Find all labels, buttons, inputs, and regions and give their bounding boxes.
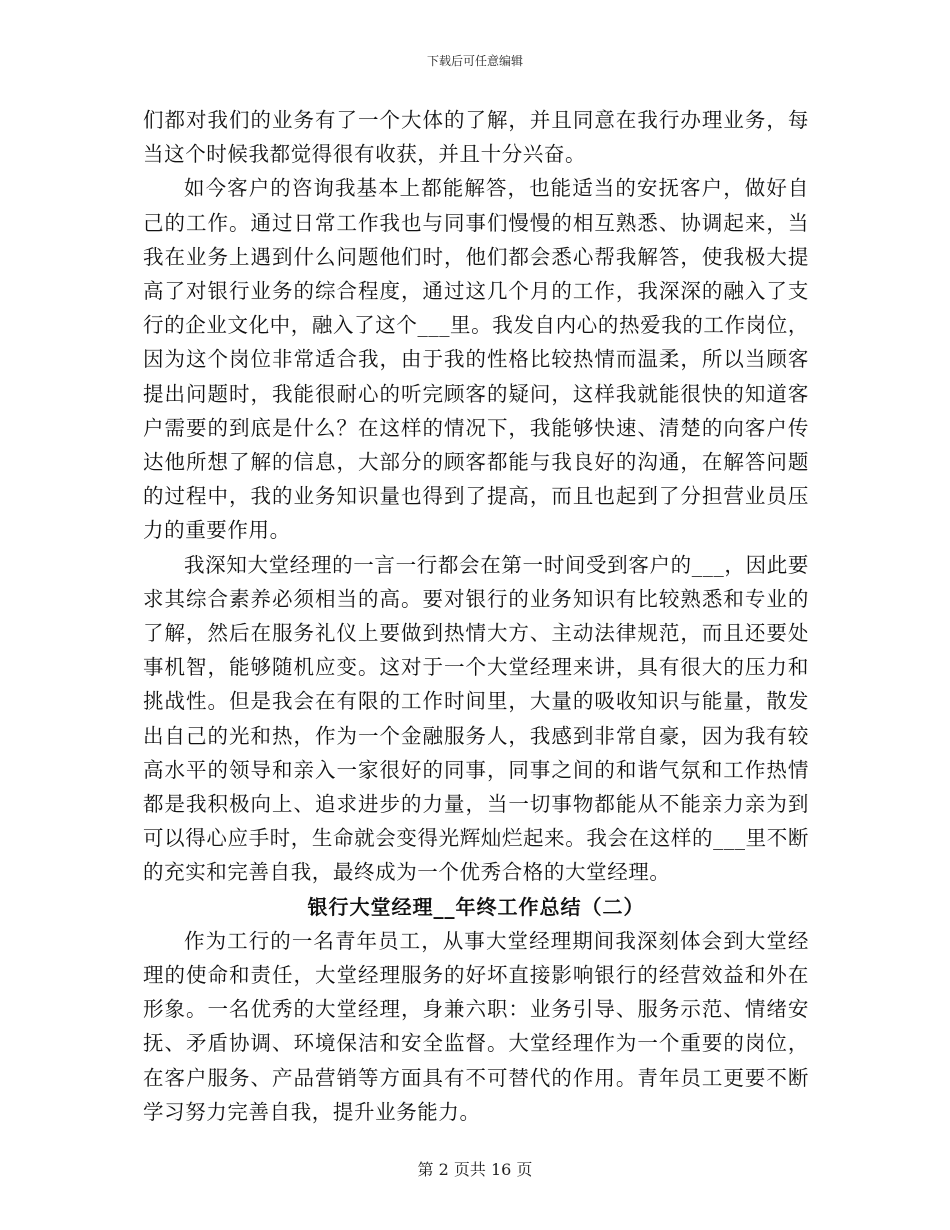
paragraph: 作为工行的一名青年员工，从事大堂经理期间我深刻体会到大堂经理的使命和责任，大堂经理服务的好坏直接影响银行的经营效益和外在形象。一名优秀的大堂经理，身兼六职：业务引导、服务示范、情绪安抚、矛盾协调、环境保洁和安全监督。大堂经理作为一个重要的岗位，在客户服务、产品营销等方面具有不可替代的作用。青年员工更要不断学习努力完善自我，提升业务能力。 (143, 928, 809, 1124)
paragraph: 我深知大堂经理的一言一行都会在第一时间受到客户的___，因此要求其综合素养必须相当的高。要对银行的业务知识有比较熟悉和专业的了解，然后在服务礼仪上要做到热情大方、主动法律规范，而且还要处事机智，能够随机应变。这对于一个大堂经理来讲，具有很大的压力和挑战性。但是我会在有限的工作时间里，大量的吸收知识与能量，散发出自己的光和热，作为一个金融服务人，我感到非常自豪，因为我有较高水平的领导和亲入一家很好的同事，同事之间的和谐气氛和工作热情都是我积极向上、追求进步的力量，当一切事物都能从不能亲力亲为到可以得心应手时，生命就会变得光辉灿烂起来。我会在这样的___里不断的充实和完善自我，最终成为一个优秀合格的大堂经理。 (143, 552, 809, 885)
page-footer: 第 2 页共 16 页 (417, 1160, 533, 1179)
page-header: 下载后可任意编辑 (426, 54, 523, 68)
document-body (143, 103, 809, 1129)
section-heading: 银行大堂经理__年终工作总结（二） (307, 894, 645, 919)
paragraph-continued: 们都对我们的业务有了一个大体的了解，并且同意在我行办理业务，每当这个时候我都觉得很有收获，并且十分兴奋。 (143, 108, 809, 167)
paragraph: 如今客户的咨询我基本上都能解答，也能适当的安抚客户，做好自己的工作。通过日常工作我也与同事们慢慢的相互熟悉、协调起来，当我在业务上遇到什么问题他们时，他们都会悉心帮我解答，使我极大提高了对银行业务的综合程度，通过这几个月的工作，我深深的融入了支行的企业文化中，融入了这个___里。我发自内心的热爱我的工作岗位，因为这个岗位非常适合我，由于我的性格比较热情而温柔，所以当顾客提出问题时，我能很耐心的听完顾客的疑问，这样我就能很快的知道客户需要的到底是什么？在这样的情况下，我能够快速、清楚的向客户传达他所想了解的信息，大部分的顾客都能与我良好的沟通，在解答问题的过程中，我的业务知识量也得到了提高，而且也起到了分担营业员压力的重要作用。 (143, 176, 809, 543)
